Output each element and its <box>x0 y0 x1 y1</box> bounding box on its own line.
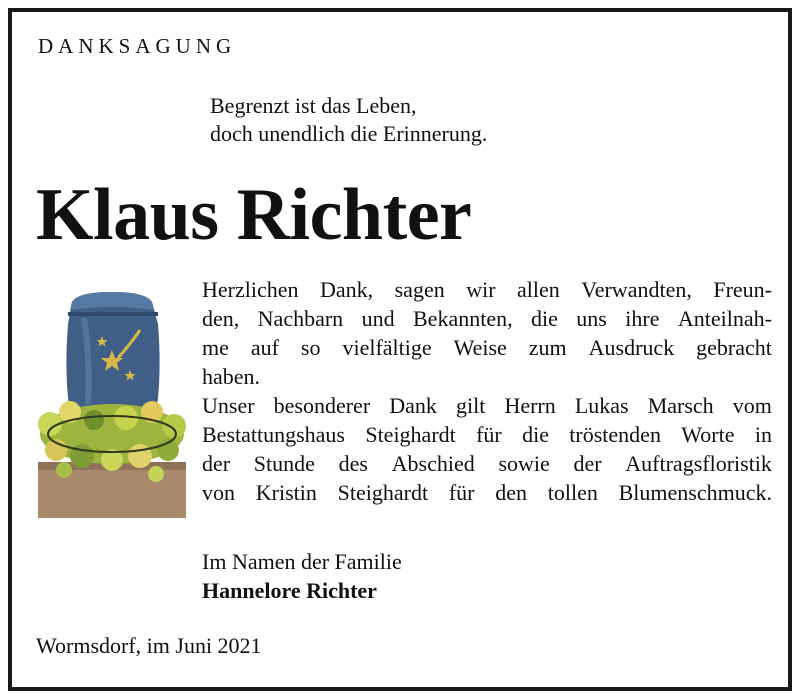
word: ihre <box>625 306 660 331</box>
word: den, <box>202 306 240 331</box>
word: Blumenschmuck. <box>618 480 772 505</box>
word: des <box>338 451 368 476</box>
word: gebracht <box>696 335 772 360</box>
word: und <box>361 306 395 331</box>
word: Kristin <box>255 480 317 505</box>
word: sagen <box>394 277 445 302</box>
word: Dank <box>389 393 437 418</box>
urn-with-flower-wreath-icon <box>36 284 188 520</box>
deceased-name: Klaus Richter <box>36 174 472 256</box>
word: Unser <box>202 393 255 418</box>
word: in <box>754 422 772 447</box>
word: gilt <box>456 393 486 418</box>
word: Freun- <box>713 277 772 302</box>
word: Nachbarn <box>257 306 344 331</box>
word: me <box>202 335 229 360</box>
word: zum <box>528 335 567 360</box>
word: Worte <box>681 422 735 447</box>
word: vielfältige <box>342 335 432 360</box>
text-line: haben. <box>202 364 261 389</box>
motto-line: doch unendlich die Erinnerung. <box>210 121 488 146</box>
word: für <box>448 480 475 505</box>
word: Anteilnah- <box>677 306 772 331</box>
thanks-text <box>202 275 772 507</box>
word: vom <box>732 393 772 418</box>
word: Herzlichen <box>202 277 299 302</box>
word: Bestattungshaus <box>202 422 345 447</box>
signoff-name: Hannelore Richter <box>202 578 377 603</box>
text-line <box>202 478 772 507</box>
word: besonderer <box>273 393 371 418</box>
word: allen <box>517 277 560 302</box>
obituary-notice <box>8 8 792 691</box>
word: von <box>202 480 235 505</box>
signoff <box>202 547 402 605</box>
motto-line: Begrenzt ist das Leben, <box>210 93 417 118</box>
text-line <box>202 420 772 449</box>
text-line <box>202 333 772 362</box>
word: wir <box>466 277 496 302</box>
word: tröstenden <box>569 422 661 447</box>
word: die <box>531 306 558 331</box>
word: der <box>202 451 231 476</box>
word: Ausdruck <box>588 335 675 360</box>
word: Abschied <box>391 451 475 476</box>
motto <box>210 92 487 148</box>
word: Lukas <box>574 393 629 418</box>
text-line <box>202 449 772 478</box>
text-line <box>202 391 772 420</box>
word: uns <box>576 306 607 331</box>
text-line <box>202 304 772 333</box>
notice-heading: DANKSAGUNG <box>38 34 237 58</box>
text-line <box>202 275 772 304</box>
word: Auftragsfloristik <box>625 451 772 476</box>
word: Weise <box>453 335 507 360</box>
word: Marsch <box>647 393 714 418</box>
word: der <box>573 451 602 476</box>
word: tollen <box>547 480 598 505</box>
word: Bekannten, <box>413 306 513 331</box>
word: Steighardt <box>337 480 429 505</box>
word: Verwandten, <box>581 277 692 302</box>
word: sowie <box>498 451 550 476</box>
word: die <box>522 422 549 447</box>
signoff-line: Im Namen der Familie <box>202 549 402 574</box>
word: Steighardt <box>365 422 456 447</box>
word: Herrn <box>504 393 556 418</box>
word: Dank, <box>319 277 374 302</box>
place-date: Wormsdorf, im Juni 2021 <box>36 633 262 658</box>
word: den <box>495 480 527 505</box>
word: Stunde <box>253 451 315 476</box>
word: auf <box>250 335 279 360</box>
word: so <box>300 335 321 360</box>
word: für <box>476 422 502 447</box>
